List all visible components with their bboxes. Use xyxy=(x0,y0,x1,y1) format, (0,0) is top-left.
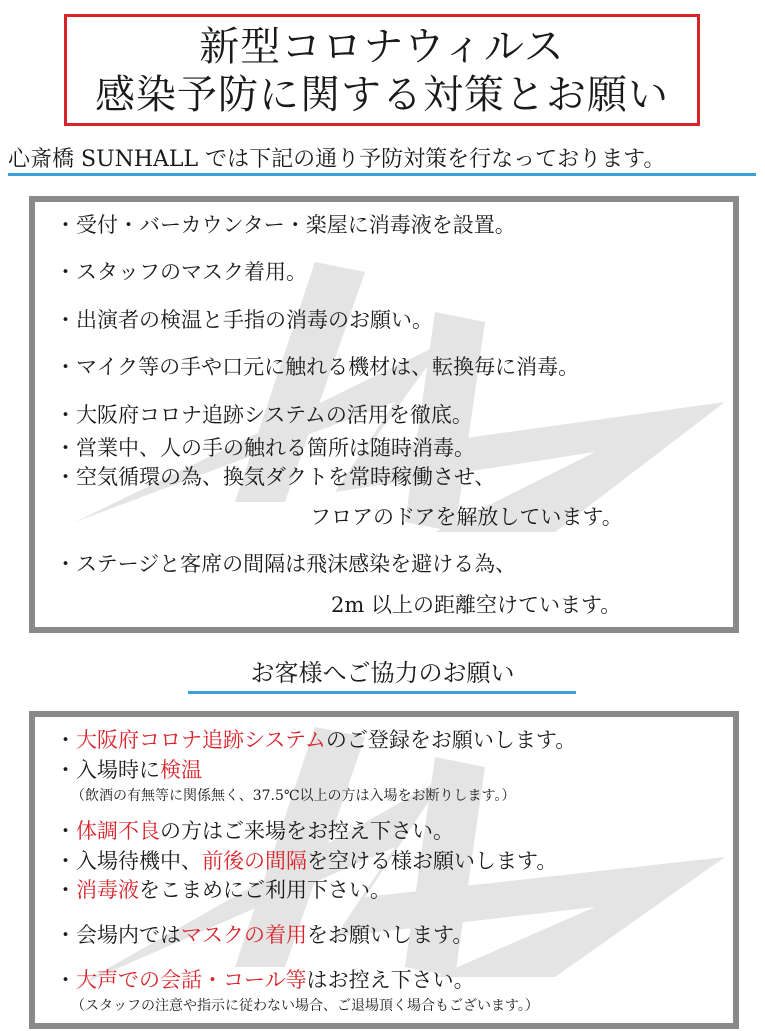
measure-item-continued: フロアのドアを解放しています。 xyxy=(310,505,623,529)
measure-item-continued: 2m 以上の距離空けています。 xyxy=(331,593,622,617)
measure-item: ・受付・バーカウンター・楽屋に消毒液を設置。 xyxy=(55,213,516,237)
request-item: ・大阪府コロナ追跡システムのご登録をお願いします。 xyxy=(55,728,577,752)
measure-item: ・スタッフのマスク着用。 xyxy=(55,260,307,284)
request-item: ・消毒液をこまめにご利用下さい。 xyxy=(55,878,391,902)
request-item: ・大声での会話・コール等はお控え下さい。 xyxy=(55,968,475,992)
title-box xyxy=(64,14,700,126)
measures-box xyxy=(29,196,739,633)
requests-box xyxy=(29,711,739,1029)
requests-underline xyxy=(188,691,576,694)
request-note: （スタッフの注意や指示に従わない場合、ご退場頂く場合もございます。） xyxy=(71,998,539,1014)
title-line-2: 感染予防に関する対策とお願い xyxy=(95,72,669,118)
measure-item: ・ステージと客席の間隔は飛沫感染を避ける為、 xyxy=(55,552,517,576)
requests-heading: お客様へご協力のお願い xyxy=(250,659,515,687)
intro-underline xyxy=(8,173,756,176)
measure-item: ・出演者の検温と手指の消毒のお願い。 xyxy=(55,308,433,332)
request-item: ・体調不良の方はご来場をお控え下さい。 xyxy=(55,819,454,843)
request-item: ・入場時に検温 xyxy=(55,758,202,782)
request-note: （飲酒の有無等に関係無く、37.5℃以上の方は入場をお断りします。） xyxy=(71,788,516,804)
request-item: ・会場内ではマスクの着用をお願いします。 xyxy=(55,923,474,947)
measure-item: ・営業中、人の手の触れる箇所は随時消毒。 xyxy=(55,436,475,460)
intro-text: 心斎橋 SUNHALL では下記の通り予防対策を行なっております。 xyxy=(8,147,666,172)
request-item: ・入場待機中、前後の間隔を空ける様お願いします。 xyxy=(55,849,558,873)
measure-item: ・空気循環の為、換気ダクトを常時稼働させ、 xyxy=(55,465,496,489)
measure-item: ・マイク等の手や口元に触れる機材は、転換毎に消毒。 xyxy=(55,355,580,379)
title-line-1: 新型コロナウィルス xyxy=(199,24,565,70)
measure-item: ・大阪府コロナ追跡システムの活用を徹底。 xyxy=(55,403,473,427)
